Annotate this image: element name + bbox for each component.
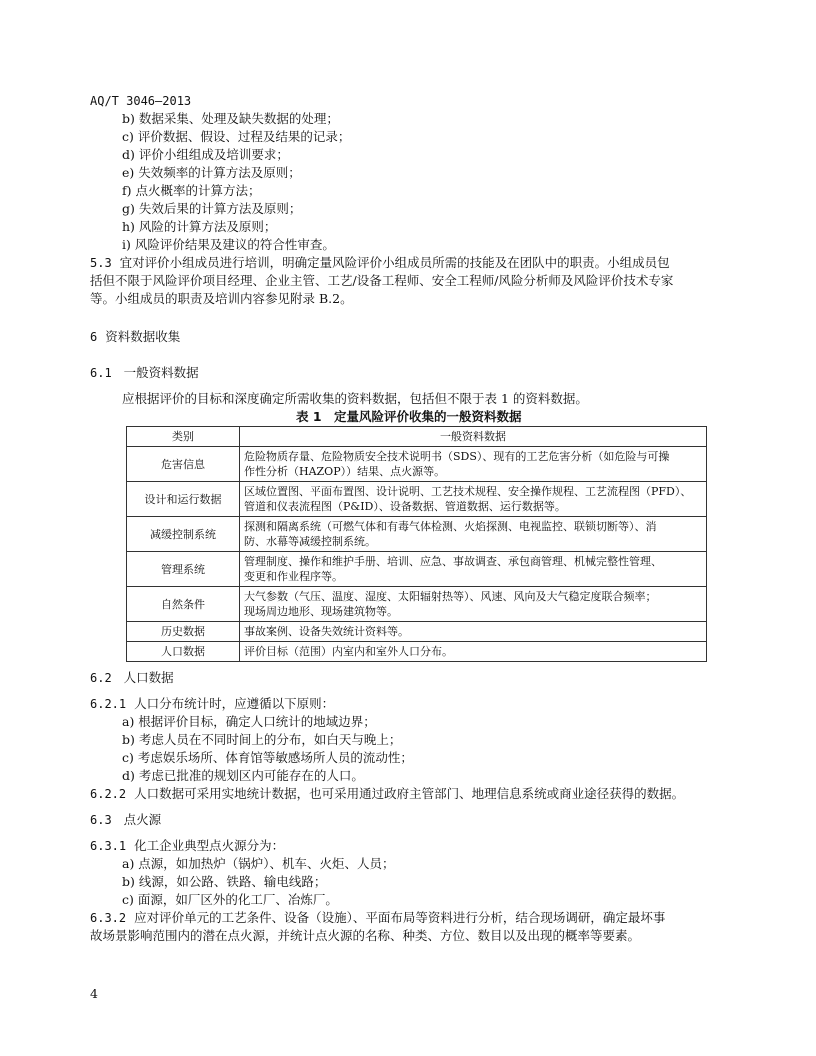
table-row xyxy=(127,622,707,642)
clause-text: 宜对评价小组成员进行培训，明确定量风险评价小组成员所需的技能及在团队中的职责。小组成员包 xyxy=(119,255,670,270)
cell-line: 大气参数（气压、温度、湿度、太阳辐射热等）、风速、风向及大气稳定度联合频率； xyxy=(244,590,657,603)
clause-text: 化工企业典型点火源分为： xyxy=(134,838,285,853)
table-row xyxy=(127,642,707,662)
clause-6-3-2-line2: 故场景影响范围内的潜在点火源，并统计点火源的名称、种类、方位、数目以及出现的概率等要素。 xyxy=(90,928,641,943)
table-row xyxy=(127,517,707,552)
cell-line: 管道和仪表流程图（P&ID）、设备数据、管道数据、运行数据等。 xyxy=(244,500,566,513)
category-cell: 危害信息 xyxy=(127,447,240,482)
data-cell: 评价目标（范围）内室内和室外人口分布。 xyxy=(240,642,707,662)
section-number: 6.1 xyxy=(90,366,112,380)
section-heading-6 xyxy=(90,327,180,345)
clause-6-3-1 xyxy=(90,837,284,855)
list-item: f) 点火概率的计算方法； xyxy=(122,183,261,198)
table-header-row xyxy=(127,427,707,447)
section-heading-6-3 xyxy=(90,810,161,828)
clause-number: 6.2.1 xyxy=(90,697,127,711)
list-item: a) 点源，如加热炉（锅炉）、机车、火炬、人员； xyxy=(122,856,395,871)
category-cell: 减缓控制系统 xyxy=(127,517,240,552)
section-heading-6-1 xyxy=(90,363,199,381)
clause-6-2-2 xyxy=(90,785,684,803)
list-item: b) 数据采集、处理及缺失数据的处理； xyxy=(122,111,339,126)
cell-line: 探测和隔离系统（可燃气体和有毒气体检测、火焰探测、电视监控、联锁切断等）、消 xyxy=(244,520,657,533)
list-item: i) 风险评价结果及建议的符合性审查。 xyxy=(122,237,335,252)
cell-line: 变更和作业程序等。 xyxy=(244,570,343,583)
list-item: b) 考虑人员在不同时间上的分布，如白天与晚上； xyxy=(122,732,402,747)
cell-line: 作性分析（HAZOP））结果、点火源等。 xyxy=(244,465,446,478)
category-cell: 设计和运行数据 xyxy=(127,482,240,517)
data-cell xyxy=(240,517,707,552)
category-cell: 管理系统 xyxy=(127,552,240,587)
clause-number: 6.3.1 xyxy=(90,839,127,853)
section-title: 人口数据 xyxy=(123,670,174,685)
clause-number: 6.3.2 xyxy=(90,911,127,925)
cell-line: 现场周边地形、现场建筑物等。 xyxy=(244,605,398,618)
list-item: g) 失效后果的计算方法及原则； xyxy=(122,201,302,216)
data-cell: 事故案例、设备失效统计资料等。 xyxy=(240,622,707,642)
cell-line: 管理制度、操作和维护手册、培训、应急、事故调查、承包商管理、机械完整性管理、 xyxy=(244,555,662,568)
category-cell: 人口数据 xyxy=(127,642,240,662)
cell-line: 防、水幕等减缓控制系统。 xyxy=(244,535,376,548)
category-cell: 自然条件 xyxy=(127,587,240,622)
list-item: c) 考虑娱乐场所、体育馆等敏感场所人员的流动性； xyxy=(122,750,413,765)
section-title: 资料数据收集 xyxy=(105,329,181,344)
data-cell xyxy=(240,447,707,482)
table-row xyxy=(127,482,707,517)
section-number: 6.3 xyxy=(90,813,112,827)
data-cell xyxy=(240,482,707,517)
clause-5-3-line3: 等。小组成员的职责及培训内容参见附录 B.2。 xyxy=(90,291,353,306)
section-number: 6 xyxy=(90,330,98,344)
standard-code: AQ/T 3046—2013 xyxy=(90,94,192,108)
table-row xyxy=(127,552,707,587)
paragraph-6-1: 应根据评价的目标和深度确定所需收集的资料数据，包括但不限于表 1 的资料数据。 xyxy=(122,391,588,406)
table-row xyxy=(127,587,707,622)
data-cell xyxy=(240,587,707,622)
table-caption: 表 1 定量风险评价收集的一般资料数据 xyxy=(296,409,522,424)
section-title: 一般资料数据 xyxy=(123,365,199,380)
data-cell xyxy=(240,552,707,587)
column-header: 一般资料数据 xyxy=(240,427,707,447)
cell-line: 区域位置图、平面布置图、设计说明、工艺技术规程、安全操作规程、工艺流程图（PFD）、 xyxy=(244,485,692,498)
list-item: d) 考虑已批准的规划区内可能存在的人口。 xyxy=(122,768,364,783)
section-heading-6-2 xyxy=(90,668,174,686)
category-cell: 历史数据 xyxy=(127,622,240,642)
list-item: d) 评价小组组成及培训要求； xyxy=(122,147,289,162)
table-row xyxy=(127,447,707,482)
clause-5-3-line2: 括但不限于风险评价项目经理、企业主管、工艺/设备工程师、安全工程师/风险分析师及风险评价技术专家 xyxy=(90,273,674,288)
clause-6-3-2 xyxy=(90,909,665,927)
list-item: c) 评价数据、假设、过程及结果的记录； xyxy=(122,129,351,144)
page-number: 4 xyxy=(90,986,98,1001)
cell-line: 危险物质存量、危险物质安全技术说明书（SDS）、现有的工艺危害分析（如危险与可操 xyxy=(244,450,670,463)
clause-6-2-1 xyxy=(90,695,334,713)
clause-5-3 xyxy=(90,254,670,272)
list-item: e) 失效频率的计算方法及原则； xyxy=(122,165,301,180)
clause-number: 5.3 xyxy=(90,256,112,270)
section-title: 点火源 xyxy=(123,812,162,827)
clause-text: 应对评价单元的工艺条件、设备（设施）、平面布局等资料进行分析，结合现场调研，确定最坏事 xyxy=(134,910,666,925)
section-number: 6.2 xyxy=(90,671,112,685)
clause-text: 人口分布统计时，应遵循以下原则： xyxy=(134,696,335,711)
clause-text: 人口数据可采用实地统计数据，也可采用通过政府主管部门、地理信息系统或商业途径获得的数据。 xyxy=(134,786,685,801)
list-item: c) 面源，如厂区外的化工厂、冶炼厂。 xyxy=(122,892,338,907)
general-data-table xyxy=(126,426,707,662)
clause-number: 6.2.2 xyxy=(90,787,127,801)
list-item: h) 风险的计算方法及原则； xyxy=(122,219,277,234)
list-item: b) 线源，如公路、铁路、输电线路； xyxy=(122,874,327,889)
column-header: 类别 xyxy=(127,427,240,447)
list-item: a) 根据评价目标，确定人口统计的地域边界； xyxy=(122,714,376,729)
